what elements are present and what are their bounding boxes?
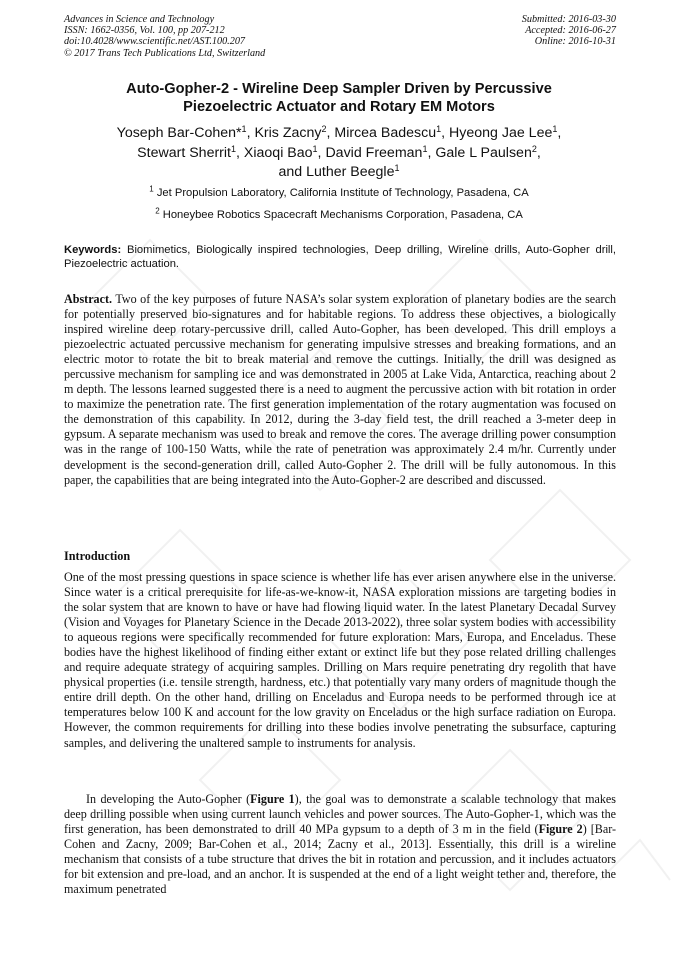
copyright-line: © 2017 Trans Tech Publications Ltd, Switzerland <box>64 47 266 59</box>
online-date: Online: 2016-10-31 <box>534 36 616 48</box>
paragraph-text: In developing the Auto-Gopher ( <box>86 792 251 806</box>
journal-header <box>64 14 265 59</box>
figure-1-reference[interactable]: Figure 1 <box>250 792 295 806</box>
introduction-paragraph-1: One of the most pressing questions in space science is whether life has ever arisen anywhere else in the universe. Since water is a critical prerequisite for life-as-we-know-it, NASA exploration missions are targeting bodies in the solar system that are known to have or have had flowing liquid water. In the latest Planetary Decadal Survey (Vision and Voyages for Planetary Science in the Decade 2013-2022), three solar system bodies with accessibility to aqueous regions were specifically recommended for future exploration: Mars, Europa, and Enceladus. These bodies have the highest likelihood of finding either extant or extinct life but they pose related drilling challenges and require adequate strategy of acquiring samples. Drilling on Mars require penetrating dry regolith that have physical properties (i.e. tensile strength, hardness, etc.) that potentially vary many orders of magnitude though the entire drill depth. On the other hand, drilling on Enceladus and Europa needs to be performed through ice at temperatures below 100 K and account for the low gravity on Enceladus or the high surface radiation on Europa. However, the common requirements for drilling into these bodies involve penetrating the subsurface, capturing samples, and delivering the unaltered sample to instruments for analysis. <box>64 570 616 750</box>
affiliation-text: Honeybee Robotics Spacecraft Mechanisms Corporation, Pasadena, CA <box>162 209 523 221</box>
title-line-1: Auto-Gopher-2 - Wireline Deep Sampler Driven by Percussive <box>126 81 552 97</box>
author: Kris Zacny <box>254 125 322 141</box>
author: Stewart Sherrit <box>137 144 231 161</box>
author-affiliation-mark: 1 <box>552 124 558 135</box>
author-affiliation-mark: 2 <box>531 143 537 154</box>
accepted-date: Accepted: 2016-06-27 <box>525 25 616 37</box>
issn-line: ISSN: 1662-0356, Vol. 100, pp 207-212 <box>64 25 225 37</box>
author-separator: , <box>441 125 450 141</box>
affiliation-mark: 1 <box>149 184 154 194</box>
submitted-date: Submitted: 2016-03-30 <box>521 14 616 25</box>
affiliation-mark: 2 <box>155 206 160 216</box>
author-separator: , <box>536 144 541 161</box>
abstract <box>64 292 616 488</box>
affiliation-1 <box>60 186 618 200</box>
author-conjunction: and <box>278 164 307 180</box>
author-affiliation-mark: 1 <box>231 143 237 154</box>
author-list <box>60 124 618 183</box>
author-separator: , <box>246 125 255 141</box>
author-affiliation-mark: 1 <box>422 143 428 154</box>
author-separator: , <box>236 144 244 161</box>
author-affiliation-mark: 1 <box>436 124 442 135</box>
author: Hyeong Jae Lee <box>449 125 553 141</box>
keywords <box>64 243 616 272</box>
author-separator: , <box>317 144 326 161</box>
author-affiliation-mark: 1 <box>241 124 247 135</box>
author-separator: , <box>427 144 436 161</box>
author: Luther Beegle <box>306 164 395 180</box>
introduction-paragraph-2 <box>64 792 616 897</box>
author-affiliation-mark: 1 <box>312 143 318 154</box>
author-separator: , <box>557 125 562 141</box>
author-affiliation-mark: 1 <box>394 163 400 174</box>
author: Xiaoqi Bao <box>243 144 313 161</box>
introduction-heading: Introduction <box>64 549 131 563</box>
title-line-2: Piezoelectric Actuator and Rotary EM Motors <box>183 99 495 115</box>
affiliation-text: Jet Propulsion Laboratory, California Institute of Technology, Pasadena, CA <box>156 187 529 199</box>
keywords-label: Keywords: <box>64 244 122 256</box>
paragraph-text: ) [Bar-Cohen and Zacny, 2009; Bar-Cohen et al., 2014; Zacny et al., 2013]. Essentially, this drill is a wireline mechanism that consists of a tube structure that drives the bit in rotation and percussion, and it includes actuators for bit extension and pre-load, and an anchor. It is suspended at the end of a light weight tether and, therefore, the maximum penetrated <box>64 822 617 897</box>
author-affiliation-mark: 2 <box>321 124 327 135</box>
abstract-text: Two of the key purposes of future NASA’s solar system exploration of planetary bodies are the search for potentially preserved bio-signatures and for habitable regions. To address these objectives, a biologically inspired wireline deep rotary-percussive drill, called Auto-Gopher, has been developed. This drill employs a piezoelectric actuated percussive mechanism for generating impulsive stresses and breaking formations, and an electric motor to rotate the bit to break material and remove the cuttings. Initially, the drill was designed as percussive mechanism for sampling ice and was demonstrated in 2005 at Lake Vida, Antarctica, reaching about 2 m depth. The lessons learned suggested there is a need to augment the percussive action with bit rotation in order to maximize the penetration rate. The first generation implementation of the rotary augmentation was focused on the demonstration of this capability. In 2012, during the 3-day field test, the drill reached a 3-meter deep in gypsum. A separate mechanism was used to break and remove the cores. The average drilling power consumption was in the range of 100-150 Watts, while the rate of penetration was approximately 2.4 m/hr. Currently under development is the second-generation drill, called Auto-Gopher 2. The drill will be fully autonomous. In this paper, the capabilities that are being integrated into the Auto-Gopher-2 are described and discussed. <box>64 292 616 487</box>
author: Yoseph Bar-Cohen* <box>116 125 242 141</box>
affiliation-2 <box>60 208 618 222</box>
keywords-text: Biomimetics, Biologically inspired technologies, Deep drilling, Wireline drills, Auto-Gopher drill, Piezoelectric actuation. <box>64 244 617 271</box>
paragraph-text: ), the goal was to demonstrate a scalable technology that makes deep drilling possible when using current launch vehicles and power sources. The Auto-Gopher-1, which was the first generation, has been demonstrated to drill 40 MPa gypsum to a depth of 3 m in the field ( <box>64 792 617 837</box>
dates-header <box>522 14 616 48</box>
author-separator: , <box>326 125 335 141</box>
paper-title <box>60 80 618 116</box>
figure-2-reference[interactable]: Figure 2 <box>538 822 583 837</box>
author: Mircea Badescu <box>334 125 437 141</box>
doi-line: doi:10.4028/www.scientific.net/AST.100.207 <box>64 36 246 48</box>
author: Gale L Paulsen <box>435 144 532 161</box>
journal-name: Advances in Science and Technology <box>64 14 215 25</box>
author: David Freeman <box>325 144 423 161</box>
abstract-label: Abstract. <box>64 292 113 306</box>
